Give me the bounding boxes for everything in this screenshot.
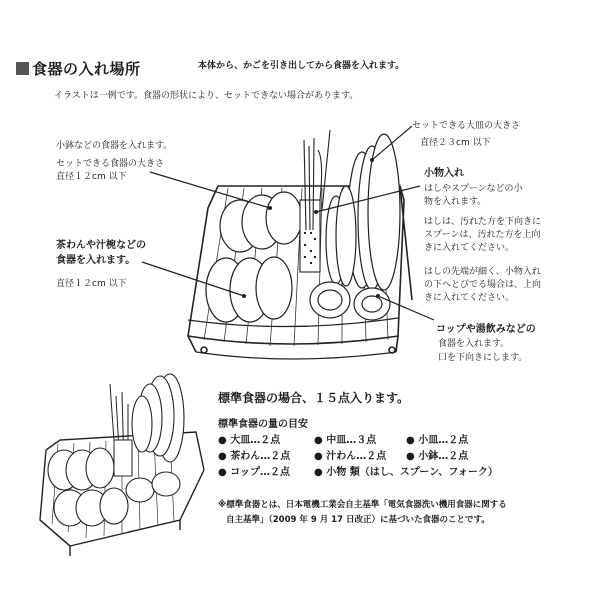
callout-cup-l1: コップや湯飲みなどの <box>436 324 536 335</box>
callout-dish-size-label: セットできる食器の大きさ <box>56 159 165 169</box>
guide-item <box>218 449 290 464</box>
callout-small-items-l2: 物を入れます。 <box>424 197 487 207</box>
bullet-icon: ● <box>218 451 227 462</box>
callout-small-items-title: 小物入れ <box>424 168 464 179</box>
guide-title: 標準食器の量の目安 <box>218 419 308 430</box>
guide-item-text: 汁わん…２点 <box>326 451 387 462</box>
callout-chawan-size: 直径１２cm 以下 <box>56 279 127 289</box>
callout-small-items-l8: きに入れてください。 <box>424 293 515 303</box>
guide-item <box>406 449 468 464</box>
callout-small-bowls: 小鉢などの食器を入れます。 <box>56 141 173 151</box>
callout-cup-l3: 口を下向きにします。 <box>438 353 528 363</box>
callout-chawan-line1: 茶わんや汁椀などの <box>56 240 146 251</box>
bullet-icon: ● <box>314 467 323 478</box>
bullet-icon: ● <box>314 451 323 462</box>
callout-big-plate-value: 直径２３cm 以下 <box>420 138 491 148</box>
lead-text: 本体から、かごを引き出してから食器を入れます。 <box>198 61 405 71</box>
callout-chawan-line2: 食器を入れます。 <box>56 255 136 266</box>
guide-item-text: 小皿…２点 <box>418 435 469 446</box>
callout-cup-l2: 食器を入れます。 <box>438 339 510 349</box>
callout-dish-size-value: 直径１２cm 以下 <box>56 172 127 182</box>
callout-small-items-l7: の下へとびでる場合は、上向 <box>424 280 542 290</box>
guide-item <box>218 433 280 448</box>
guide-item-text: 小鉢…２点 <box>418 451 469 462</box>
guide-item-text: 小物 類（はし、スプーン、フォーク） <box>326 467 498 478</box>
footnote-line1: ※標準食器とは、日本電機工業会自主基準「電気食器洗い機用食器に関する <box>218 500 507 510</box>
bullet-icon: ● <box>218 435 227 446</box>
guide-item <box>406 433 468 448</box>
guide-item <box>218 465 290 480</box>
page-title-text: 食器の入れ場所 <box>32 60 141 78</box>
guide-item <box>314 465 498 480</box>
callout-small-items-l6: はしの先端が細く、小物入れ <box>424 267 541 277</box>
standard-headline: 標準食器の場合、１５点入ります。 <box>218 391 410 405</box>
illustration-note: イラストは一例です。食器の形状により、セットできない場合があります。 <box>54 91 359 101</box>
bullet-icon: ● <box>406 435 415 446</box>
guide-item-text: 中皿…３点 <box>326 435 377 446</box>
bullet-icon: ● <box>218 467 227 478</box>
bullet-icon: ● <box>406 451 415 462</box>
callout-small-items-l5: きに入れてください。 <box>424 243 515 253</box>
guide-item-text: 茶わん…２点 <box>230 451 291 462</box>
guide-item-text: 大皿…２点 <box>230 435 281 446</box>
basket-plates <box>132 374 184 462</box>
callout-small-items-l4: スプーンは、汚れた方を上向 <box>424 230 541 240</box>
callout-small-items-l1: はしやスプーンなどの小 <box>424 184 523 194</box>
callout-small-items-l3: はしは、汚れた方を下向きに <box>424 217 542 227</box>
footnote-line2: 自主基準」（2009 年 9 月 17 日改正）に基づいた食器のことです。 <box>226 515 490 525</box>
bullet-icon: ● <box>314 435 323 446</box>
guide-item-text: コップ…２点 <box>230 467 291 478</box>
guide-item <box>314 449 386 464</box>
guide-item <box>314 433 376 448</box>
callout-big-plate-label: セットできる大皿の大きさ <box>412 121 521 131</box>
